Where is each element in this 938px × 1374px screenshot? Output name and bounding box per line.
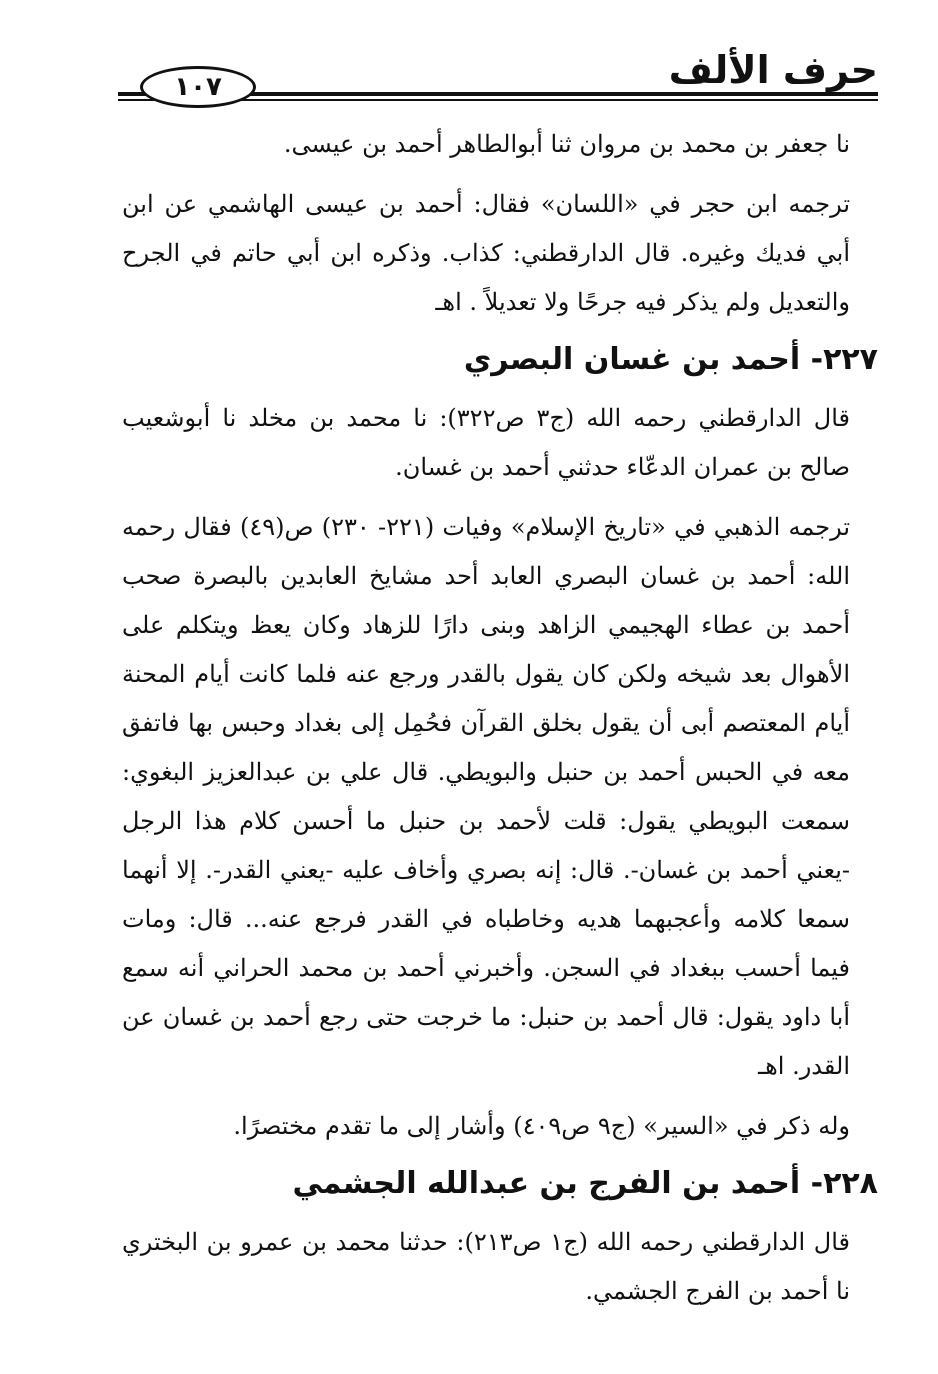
page-number-badge — [140, 66, 256, 108]
chapter-title: حرف الألف — [668, 48, 878, 92]
page-body — [122, 120, 878, 1327]
paragraph-dhahabi: ترجمه الذهبي في «تاريخ الإسلام» وفيات (٢٢١- ٢٣٠) ص(٤٩) فقال رحمه الله: أحمد بن غسان البصري العابد أحد مشايخ العابدين بالبصرة صحب أحمد بن عطاء الهجيمي الزاهد وبنى دارًا للزهاد وكان يعظ ويتكلم على الأهوال بعد شيخه ولكن كان يقول بالقدر ورجع عنه فلما كانت أيام المحنة أيام المعتصم أبى أن يقول بخلق القرآن فحُمِل إلى بغداد وحبس بها فاتفق معه في الحبس أحمد بن حنبل والبويطي. قال علي بن عبدالعزيز البغوي: سمعت البويطي يقول: قلت لأحمد بن حنبل ما أحسن كلام هذا الرجل -يعني أحمد بن غسان-. قال: إنه بصري وأخاف عليه -يعني القدر-. إلا أنهما سمعا كلامه وأعجبهما هديه وخاطباه في القدر فرجع عنه... قال: ومات فيما أحسب ببغداد في السجن. وأخبرني أحمد بن محمد الحراني أنه سمع أبا داود يقول: قال أحمد بن حنبل: ما خرجت حتى رجع أحمد بن غسان عن القدر. اهـ — [122, 513, 850, 1080]
page-header — [118, 46, 878, 102]
entry-heading-228: ٢٢٨- أحمد بن الفرج بن عبدالله الجشمي — [292, 1166, 878, 1201]
entry-heading-227: ٢٢٧- أحمد بن غسان البصري — [463, 342, 878, 377]
paragraph-chain: نا جعفر بن محمد بن مروان ثنا أبوالطاهر أحمد بن عيسى. — [283, 130, 850, 158]
paragraph-siyar: وله ذكر في «السير» (ج٩ ص٤٠٩) وأشار إلى ما تقدم مختصرًا. — [233, 1112, 850, 1140]
paragraph-daraqutni-227: قال الدارقطني رحمه الله (ج٣ ص٣٢٢): نا محمد بن مخلد نا أبوشعيب صالح بن عمران الدعّاء حدثني أحمد بن غسان. — [122, 404, 851, 481]
page-number: ١٠٧ — [174, 72, 222, 102]
paragraph-daraqutni-228: قال الدارقطني رحمه الله (ج١ ص٢١٣): حدثنا محمد بن عمرو بن البختري نا أحمد بن الفرج الجشمي. — [122, 1228, 851, 1305]
paragraph-ibn-hajar: ترجمه ابن حجر في «اللسان» فقال: أحمد بن عيسى الهاشمي عن ابن أبي فديك وغيره. قال الدارقطني: كذاب. وذكره ابن أبي حاتم في الجرح والتعديل ولم يذكر فيه جرحًا ولا تعديلاً . اهـ — [122, 190, 850, 316]
